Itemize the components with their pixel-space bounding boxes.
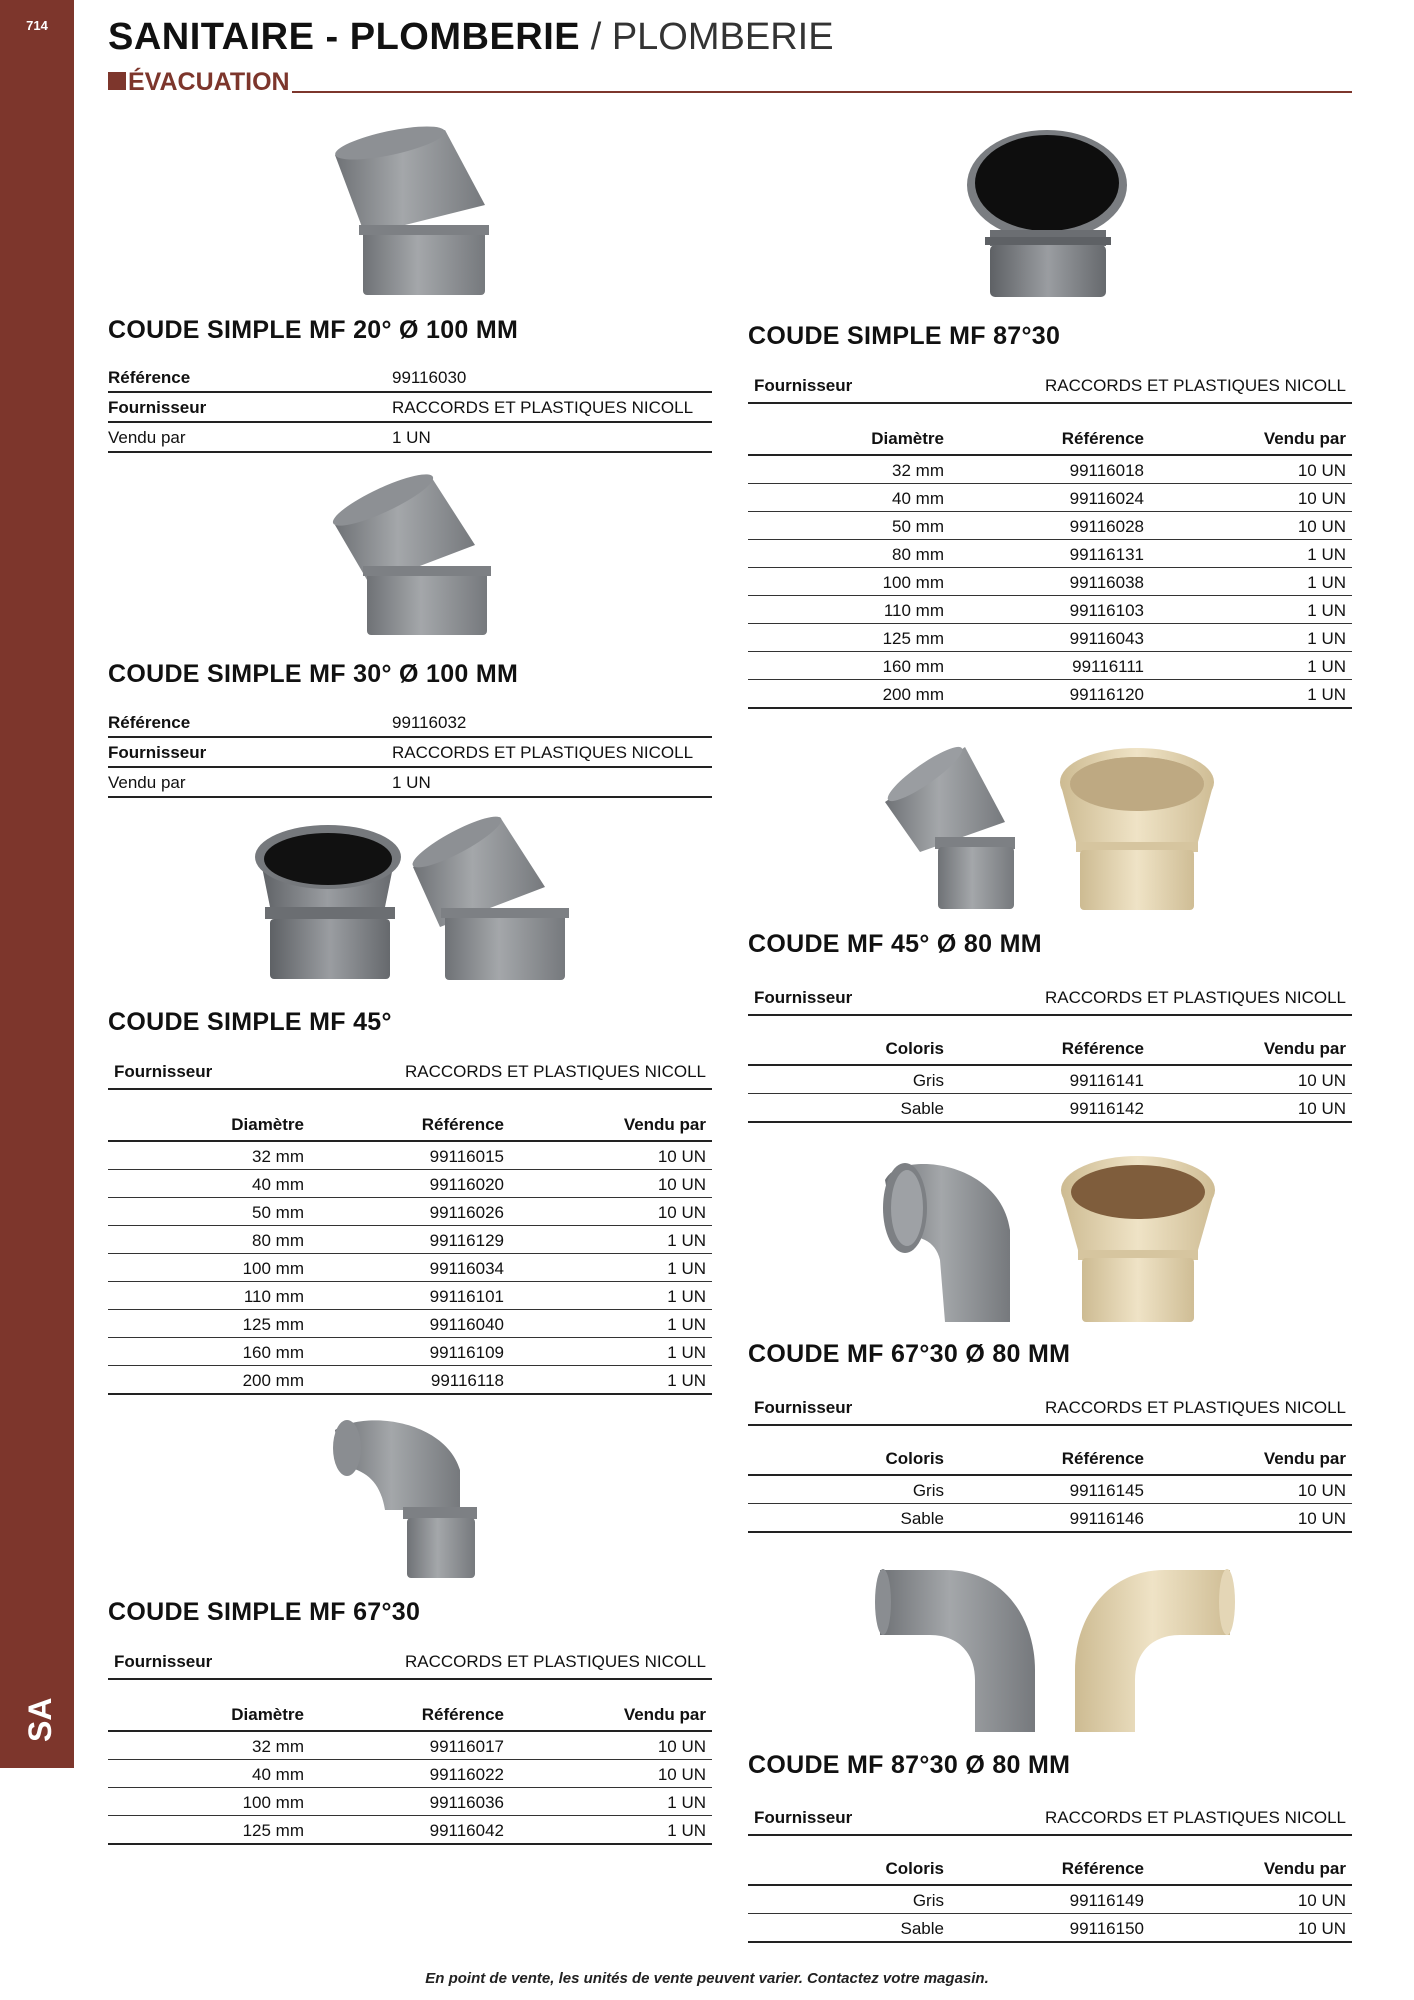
- cell-vendu-par: 10 UN: [657, 1203, 706, 1222]
- cell-first: 80 mm: [892, 545, 944, 564]
- cell-vendu-par: 1 UN: [667, 1231, 706, 1250]
- table-row: [108, 1310, 712, 1338]
- product-table-elbow-67-30: [108, 1700, 712, 1845]
- cell-reference: 99116042: [429, 1821, 504, 1840]
- cell-first: 40 mm: [892, 489, 944, 508]
- supplier-value: RACCORDS ET PLASTIQUES NICOLL: [404, 1062, 706, 1081]
- col-diametre: Diamètre: [231, 1705, 304, 1724]
- cell-reference: 99116131: [1069, 545, 1144, 564]
- cell-first: Sable: [900, 1919, 944, 1938]
- cell-first: 40 mm: [252, 1175, 304, 1194]
- cell-vendu-par: 10 UN: [657, 1147, 706, 1166]
- table-row: [108, 1142, 712, 1170]
- elbow-45-image: [245, 812, 575, 987]
- spec-row-vendu-par: [108, 423, 712, 453]
- supplier-row-elbow-45: [108, 1052, 712, 1090]
- elbow-67-30-80-image: [880, 1150, 1220, 1325]
- supplier-key: Fournisseur: [754, 376, 853, 395]
- page-subtitle: PLOMBERIE: [611, 16, 834, 58]
- cell-reference: 99116129: [429, 1231, 504, 1250]
- spec-row-vendu-par: [108, 768, 712, 798]
- spec-value: 99116030: [392, 368, 467, 387]
- cell-reference: 99116040: [429, 1315, 504, 1334]
- cell-first: Gris: [912, 1891, 944, 1910]
- section-rule: [292, 91, 1352, 93]
- cell-vendu-par: 1 UN: [667, 1343, 706, 1362]
- table-row: [748, 1094, 1352, 1123]
- cell-vendu-par: 1 UN: [1307, 545, 1346, 564]
- spec-value: RACCORDS ET PLASTIQUES NICOLL: [392, 398, 694, 417]
- table-row: [108, 1816, 712, 1845]
- cell-reference: 99116022: [429, 1765, 504, 1784]
- col-diametre: Diamètre: [871, 429, 944, 448]
- elbow-87-30-image: [960, 125, 1135, 300]
- product-title-elbow-20: COUDE SIMPLE MF 20° Ø 100 MM: [108, 316, 519, 344]
- spec-key: Référence: [108, 713, 191, 732]
- cell-first: 100 mm: [242, 1793, 304, 1812]
- cell-vendu-par: 10 UN: [657, 1737, 706, 1756]
- table-row: [748, 512, 1352, 540]
- supplier-row-elbow-87-30-80: [748, 1798, 1352, 1836]
- product-title-elbow-67-30-80: COUDE MF 67°30 Ø 80 MM: [748, 1340, 1071, 1368]
- cell-reference: 99116141: [1069, 1071, 1144, 1090]
- product-table-elbow-87-30-80: [748, 1854, 1352, 1943]
- spec-key: Vendu par: [108, 428, 186, 447]
- table-row: [108, 1366, 712, 1395]
- page-title: [108, 16, 834, 59]
- col-vendu-par: Vendu par: [623, 1115, 706, 1134]
- table-row: [748, 1886, 1352, 1914]
- spec-row-fournisseur: [108, 738, 712, 768]
- cell-reference: 99116024: [1069, 489, 1144, 508]
- cell-vendu-par: 1 UN: [1307, 601, 1346, 620]
- table-row: [108, 1198, 712, 1226]
- col-vendu-par: Vendu par: [1263, 429, 1346, 448]
- table-header: [108, 1700, 712, 1732]
- cell-reference: 99116020: [429, 1175, 504, 1194]
- cell-first: 50 mm: [892, 517, 944, 536]
- product-title-elbow-45: COUDE SIMPLE MF 45°: [108, 1008, 392, 1036]
- product-table-elbow-45-80: [748, 1034, 1352, 1123]
- product-title-elbow-67-30: COUDE SIMPLE MF 67°30: [108, 1598, 421, 1626]
- table-row: [748, 568, 1352, 596]
- table-row: [108, 1254, 712, 1282]
- supplier-value: RACCORDS ET PLASTIQUES NICOLL: [404, 1652, 706, 1671]
- section-code: SA: [22, 1697, 58, 1743]
- cell-reference: 99116109: [429, 1343, 504, 1362]
- cell-vendu-par: 10 UN: [1297, 517, 1346, 536]
- cell-vendu-par: 1 UN: [1307, 629, 1346, 648]
- product-spec-elbow-20: [108, 363, 712, 453]
- table-row: [108, 1788, 712, 1816]
- table-header: [748, 1444, 1352, 1476]
- cell-reference: 99116015: [429, 1147, 504, 1166]
- spec-key: Fournisseur: [108, 398, 207, 417]
- cell-vendu-par: 10 UN: [1297, 1481, 1346, 1500]
- cell-first: 125 mm: [242, 1821, 304, 1840]
- cell-vendu-par: 1 UN: [1307, 657, 1346, 676]
- cell-vendu-par: 1 UN: [1307, 685, 1346, 704]
- supplier-value: RACCORDS ET PLASTIQUES NICOLL: [1044, 1398, 1346, 1417]
- table-row: [748, 540, 1352, 568]
- cell-vendu-par: 10 UN: [657, 1765, 706, 1784]
- cell-first: Gris: [912, 1481, 944, 1500]
- cell-first: 100 mm: [882, 573, 944, 592]
- col-diametre: Diamètre: [231, 1115, 304, 1134]
- table-row: [748, 1504, 1352, 1533]
- supplier-key: Fournisseur: [754, 1808, 853, 1827]
- col-reference: Référence: [1061, 429, 1144, 448]
- cell-first: 200 mm: [882, 685, 944, 704]
- cell-vendu-par: 1 UN: [1307, 573, 1346, 592]
- elbow-45-80-image: [880, 742, 1220, 912]
- cell-reference: 99116043: [1069, 629, 1144, 648]
- col-reference: Référence: [1061, 1449, 1144, 1468]
- col-vendu-par: Vendu par: [1263, 1859, 1346, 1878]
- cell-first: Gris: [912, 1071, 944, 1090]
- col-coloris: Coloris: [885, 1039, 944, 1058]
- elbow-30-image: [325, 470, 505, 640]
- table-row: [748, 624, 1352, 652]
- table-row: [748, 596, 1352, 624]
- table-row: [748, 456, 1352, 484]
- cell-reference: 99116145: [1069, 1481, 1144, 1500]
- cell-reference: 99116149: [1069, 1891, 1144, 1910]
- supplier-key: Fournisseur: [754, 1398, 853, 1417]
- cell-vendu-par: 10 UN: [1297, 1509, 1346, 1528]
- supplier-value: RACCORDS ET PLASTIQUES NICOLL: [1044, 376, 1346, 395]
- cell-reference: 99116111: [1072, 657, 1144, 676]
- spec-row-reference: [108, 363, 712, 393]
- table-row: [748, 484, 1352, 512]
- table-row: [748, 652, 1352, 680]
- supplier-value: RACCORDS ET PLASTIQUES NICOLL: [1044, 1808, 1346, 1827]
- table-row: [108, 1732, 712, 1760]
- cell-reference: 99116150: [1069, 1919, 1144, 1938]
- page-title-main: SANITAIRE - PLOMBERIE: [108, 16, 581, 58]
- col-coloris: Coloris: [885, 1859, 944, 1878]
- spec-value: 1 UN: [392, 428, 431, 447]
- cell-first: 32 mm: [252, 1147, 304, 1166]
- cell-vendu-par: 1 UN: [667, 1371, 706, 1390]
- cell-vendu-par: 1 UN: [667, 1287, 706, 1306]
- cell-first: 40 mm: [252, 1765, 304, 1784]
- cell-reference: 99116028: [1069, 517, 1144, 536]
- spec-value: 1 UN: [392, 773, 431, 792]
- col-reference: Référence: [421, 1115, 504, 1134]
- supplier-key: Fournisseur: [114, 1652, 213, 1671]
- product-spec-elbow-30: [108, 708, 712, 798]
- table-row: [108, 1282, 712, 1310]
- cell-first: 32 mm: [252, 1737, 304, 1756]
- supplier-row-elbow-45-80: [748, 978, 1352, 1016]
- cell-first: 32 mm: [892, 461, 944, 480]
- table-row: [748, 680, 1352, 709]
- elbow-67-30-image: [325, 1410, 500, 1580]
- col-reference: Référence: [1061, 1039, 1144, 1058]
- cell-vendu-par: 1 UN: [667, 1821, 706, 1840]
- page-title-sep: /: [580, 16, 612, 58]
- product-title-elbow-45-80: COUDE MF 45° Ø 80 MM: [748, 930, 1042, 958]
- col-vendu-par: Vendu par: [623, 1705, 706, 1724]
- supplier-row-elbow-87-30: [748, 366, 1352, 404]
- spec-row-fournisseur: [108, 393, 712, 423]
- col-reference: Référence: [1061, 1859, 1144, 1878]
- supplier-key: Fournisseur: [114, 1062, 213, 1081]
- table-header: [748, 1854, 1352, 1886]
- table-header: [748, 424, 1352, 456]
- cell-reference: 99116038: [1069, 573, 1144, 592]
- spec-key: Fournisseur: [108, 743, 207, 762]
- elbow-20-image: [325, 125, 505, 300]
- section-label: ÉVACUATION: [128, 68, 290, 96]
- spec-value: RACCORDS ET PLASTIQUES NICOLL: [392, 743, 694, 762]
- footer-note: En point de vente, les unités de vente peuvent varier. Contactez votre magasin.: [425, 1970, 989, 1987]
- product-title-elbow-87-30: COUDE SIMPLE MF 87°30: [748, 322, 1061, 350]
- product-table-elbow-87-30: [748, 424, 1352, 709]
- supplier-row-elbow-67-30: [108, 1642, 712, 1680]
- cell-first: Sable: [900, 1509, 944, 1528]
- cell-vendu-par: 1 UN: [667, 1315, 706, 1334]
- cell-first: 160 mm: [882, 657, 944, 676]
- cell-first: 110 mm: [883, 601, 944, 620]
- table-row: [108, 1338, 712, 1366]
- supplier-value: RACCORDS ET PLASTIQUES NICOLL: [1044, 988, 1346, 1007]
- cell-vendu-par: 10 UN: [1297, 1919, 1346, 1938]
- cell-first: 110 mm: [243, 1287, 304, 1306]
- elbow-87-30-80-image: [875, 1560, 1235, 1735]
- cell-vendu-par: 10 UN: [1297, 1891, 1346, 1910]
- table-row: [748, 1066, 1352, 1094]
- cell-reference: 99116120: [1069, 685, 1144, 704]
- cell-first: Sable: [900, 1099, 944, 1118]
- cell-first: 100 mm: [242, 1259, 304, 1278]
- cell-reference: 99116118: [430, 1371, 504, 1390]
- cell-reference: 99116142: [1069, 1099, 1144, 1118]
- col-vendu-par: Vendu par: [1263, 1039, 1346, 1058]
- table-row: [108, 1226, 712, 1254]
- cell-reference: 99116036: [429, 1793, 504, 1812]
- col-coloris: Coloris: [885, 1449, 944, 1468]
- cell-first: 125 mm: [242, 1315, 304, 1334]
- supplier-row-elbow-67-30-80: [748, 1388, 1352, 1426]
- spec-row-reference: [108, 708, 712, 738]
- table-row: [748, 1476, 1352, 1504]
- cell-reference: 99116034: [429, 1259, 504, 1278]
- cell-reference: 99116018: [1069, 461, 1144, 480]
- cell-vendu-par: 10 UN: [1297, 1071, 1346, 1090]
- table-row: [748, 1914, 1352, 1943]
- cell-vendu-par: 10 UN: [1297, 461, 1346, 480]
- product-table-elbow-45: [108, 1110, 712, 1395]
- spec-value: 99116032: [392, 713, 467, 732]
- side-band: [0, 0, 74, 1768]
- cell-reference: 99116026: [429, 1203, 504, 1222]
- product-title-elbow-30: COUDE SIMPLE MF 30° Ø 100 MM: [108, 660, 519, 688]
- table-header: [748, 1034, 1352, 1066]
- cell-reference: 99116103: [1069, 601, 1144, 620]
- section-square-icon: [108, 72, 126, 90]
- cell-vendu-par: 10 UN: [657, 1175, 706, 1194]
- table-header: [108, 1110, 712, 1142]
- section-header: [108, 68, 1352, 96]
- page-number: 714: [26, 18, 48, 33]
- cell-first: 80 mm: [252, 1231, 304, 1250]
- cell-first: 125 mm: [882, 629, 944, 648]
- cell-vendu-par: 1 UN: [667, 1259, 706, 1278]
- cell-first: 50 mm: [252, 1203, 304, 1222]
- table-row: [108, 1170, 712, 1198]
- col-reference: Référence: [421, 1705, 504, 1724]
- cell-vendu-par: 10 UN: [1297, 489, 1346, 508]
- product-title-elbow-87-30-80: COUDE MF 87°30 Ø 80 MM: [748, 1751, 1071, 1779]
- cell-reference: 99116146: [1069, 1509, 1144, 1528]
- cell-vendu-par: 1 UN: [667, 1793, 706, 1812]
- cell-reference: 99116101: [429, 1287, 504, 1306]
- col-vendu-par: Vendu par: [1263, 1449, 1346, 1468]
- cell-reference: 99116017: [429, 1737, 504, 1756]
- cell-first: 200 mm: [242, 1371, 304, 1390]
- cell-first: 160 mm: [242, 1343, 304, 1362]
- supplier-key: Fournisseur: [754, 988, 853, 1007]
- spec-key: Référence: [108, 368, 191, 387]
- table-row: [108, 1760, 712, 1788]
- product-table-elbow-67-30-80: [748, 1444, 1352, 1533]
- cell-vendu-par: 10 UN: [1297, 1099, 1346, 1118]
- spec-key: Vendu par: [108, 773, 186, 792]
